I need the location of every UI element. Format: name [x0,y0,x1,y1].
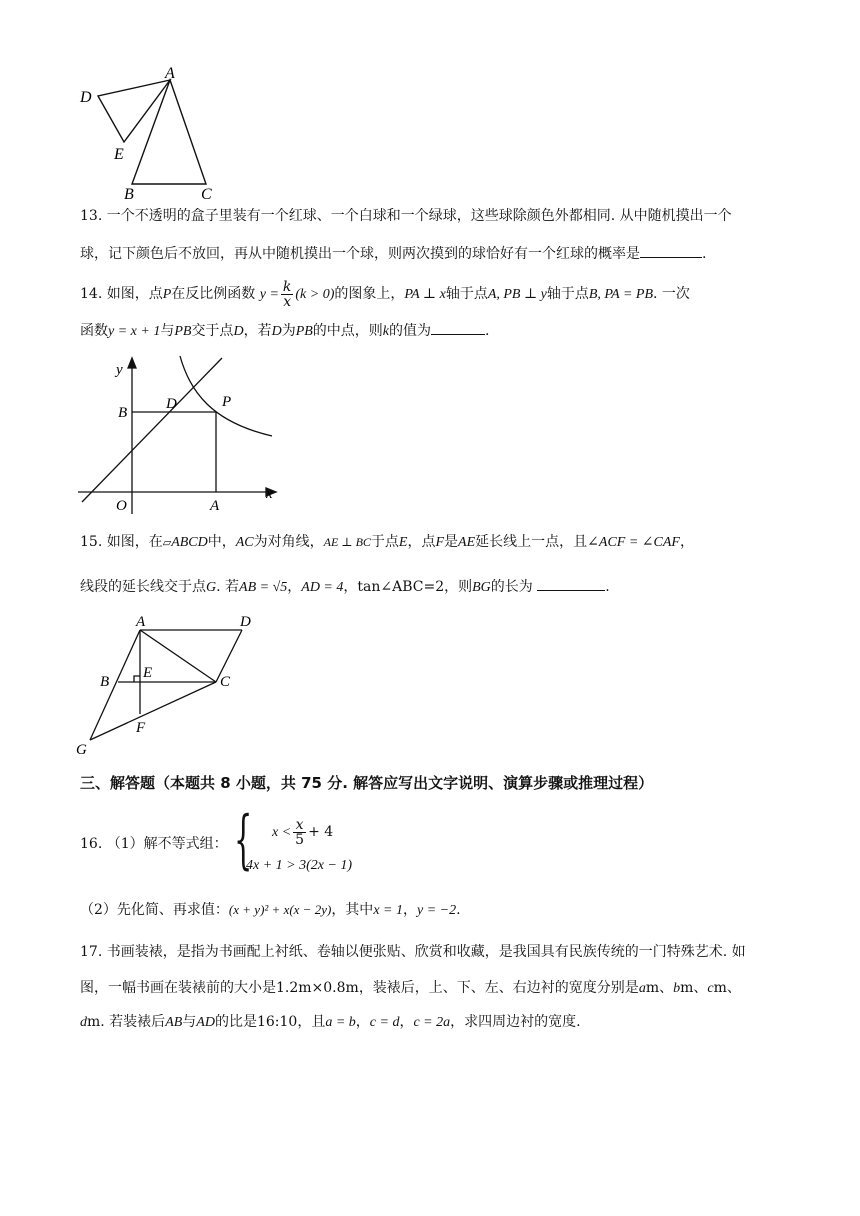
figure-triangles [70,62,230,202]
q16-expr: (x + y)² + x(x − 2y) [228,902,332,917]
q17-size: 1.2m×0.8m [276,980,359,996]
q15-l1c: 为对角线， [253,534,324,550]
label-B: B [100,674,110,690]
q16-p2a: （2）先化简、再求值： [80,902,229,918]
q14-axis-b: 轴于点 [546,286,589,302]
q17-l3g: ， [399,1014,414,1030]
q14-on: 的图象上， [334,286,405,302]
q15-l2c: ， [287,579,302,595]
q14-axis-a: 轴于点 [445,286,488,302]
parallelogram-symbol: ▱ [162,536,172,549]
q15-l1b: 中， [207,534,236,550]
label-E: E [114,146,124,163]
q14-frac-num: k [282,278,292,295]
q17-line2 [80,978,741,999]
q14-l2-func: y = x + 1 [108,324,161,339]
q14-l2i: 的中点，则 [312,323,383,339]
q17-l3e: ，且 [297,1014,326,1030]
label-A: A [210,498,220,514]
q14-func-lhs: y = [259,287,279,302]
label-O: O [116,498,127,514]
q17-line1: 17. 书画装裱，是指为书画配上衬纸、卷轴以便张贴、欣赏和收藏，是我国具有民族传统的一门特殊艺术. 如 [80,944,746,960]
q15-l1end: ， [679,534,694,550]
q15-tan: tan∠ABC=2 [357,579,445,595]
q15-angle: ∠ACF = ∠CAF [587,535,680,550]
q13-line2-text: 球，记下颜色后不放回，再从中随机摸出一个球，则两次摸到的球恰好有一个红球的概率是 [80,246,640,262]
q17-ab: AB [165,1015,183,1030]
q15-l2f: 的长为 [490,579,533,595]
q14-l2-pb: PB [174,324,192,339]
q13-end: . [702,246,707,262]
q17-eq2: c = d [369,1015,400,1030]
q14-in: 在反比例函数 [171,286,256,302]
label-F: F [136,720,146,736]
q17-eq1: a = b [325,1015,356,1030]
line-ag [90,630,140,740]
line-gc [90,682,216,740]
q14-cond: (k > 0) [295,287,335,302]
q16-frac-num: x [293,818,306,833]
q15-l1d: 于点 [370,534,399,550]
q16-p2b: ，其中 [331,902,374,918]
q16-xval: x = 1 [373,903,403,918]
q15-ae: AE [458,535,476,550]
q14-line1 [80,272,690,316]
q17-d: d [80,1015,87,1030]
q17-l2b: ，装裱后，上、下、左、右边衬的宽度分别是 [358,980,639,996]
q17-m3: m、 [713,980,741,996]
q14-beq: B, PA = PB [588,287,654,302]
label-B: B [124,186,134,202]
label-G: G [76,742,87,758]
q15-ab: AB = √5 [239,580,288,595]
q15-line1 [80,532,694,553]
q15-l2end: . [605,579,610,595]
label-P: P [222,394,232,410]
q17-m1: m、 [645,980,674,996]
q15-ad: AD = 4 [301,580,344,595]
y-arrow [128,358,136,368]
label-D: D [240,614,251,630]
q14-end1: . 一次 [653,286,690,302]
triangle-abc [132,80,206,184]
label-y: y [116,362,123,378]
q17-line3 [80,1012,581,1033]
q14-l2e: ，若 [243,323,272,339]
q14-l2-h: PB [295,324,313,339]
q14-p: P [162,287,172,302]
label-x: x [266,486,273,502]
answer-blank [431,320,485,335]
q14-apb: A, PB ⊥ y [487,287,547,302]
q17-b: b [673,981,681,996]
label-A: A [136,614,146,630]
q17-l3c: 的比是 [214,1014,257,1030]
q14-pa: PA ⊥ x [404,287,446,302]
q15-aebc: AE ⊥ BC [323,535,371,549]
q14-l2c: 交于点 [191,323,234,339]
system-brace: { [234,803,253,877]
figure-coordinate-graph [72,352,292,522]
answer-blank [537,576,605,591]
q13-line2 [80,243,706,264]
q15-l1g: 延长线上一点，且 [475,534,588,550]
q17-eq3: c = 2a [413,1015,451,1030]
q15-e: E [398,535,408,550]
q16-ineq1 [272,810,333,854]
q15-f: F [435,535,445,550]
q15-l1a: 15. 如图，在 [80,534,163,550]
q13-line1: 13. 一个不透明的盒子里装有一个红球、一个白球和一个绿球，这些球除颜色外都相同. 从中随机摸出一个 [80,208,732,224]
answer-blank [640,243,702,258]
q14-l2b: 与 [160,323,175,339]
figure-parallelogram [70,610,270,760]
q14-frac-den: x [283,293,292,310]
q17-l3a: m. 若装裱后 [87,1014,166,1030]
q15-l2a: 线段的延长线交于点 [80,579,206,595]
q15-g: G [206,580,217,595]
label-A: A [165,65,175,82]
label-E: E [143,665,153,681]
q14-l2a: 函数 [80,323,108,339]
q17-a: a [638,981,646,996]
q15-l1f: 是 [444,534,459,550]
q16-ineq2: 4x + 1 > 3(2x − 1) [246,858,353,873]
q14-l2-f: D [271,324,282,339]
q16-part1: 16. （1）解不等式组： [80,836,228,852]
q15-ac: AC [235,535,254,550]
q16-frac-den: 5 [295,831,305,848]
q14-line2 [80,320,489,342]
q15-l2d: ， [343,579,358,595]
q15-bg: BG [472,580,491,595]
q16-p2c: ， [402,902,417,918]
q16-ineq1-rhs: + 4 [308,824,334,840]
q16-p2end: . [456,902,461,918]
label-D: D [80,89,92,106]
label-C: C [201,186,212,202]
label-C: C [220,674,231,690]
q14-frac [281,280,293,309]
right-angle-mark [134,676,140,682]
q14-l2-k: k [382,324,390,339]
q17-m2: m、 [680,980,708,996]
q16-frac [293,818,306,847]
q17-l2a: 图，一幅书画在装裱前的大小是 [80,980,276,996]
label-D: D [166,396,177,412]
q14-l2j: 的值为 [389,323,432,339]
q15-l2b: . 若 [216,579,240,595]
q14-l2-end: . [485,323,490,339]
q17-c: c [707,981,714,996]
q17-l3b: 与 [182,1014,197,1030]
q14-l2g: 为 [281,323,296,339]
q17-ratio: 16:10 [256,1014,298,1030]
q16-yval: y = −2 [416,903,457,918]
q15-l2e: ，则 [444,579,473,595]
label-B: B [118,405,128,421]
q16-ineq1-lhs: x < [272,825,292,840]
q15-line2 [80,576,610,598]
q15-l1e: ，点 [407,534,436,550]
line-y-x-plus-1 [82,358,222,502]
section-title: 三、解答题（本题共 8 小题，共 75 分. 解答应写出文字说明、演算步骤或推理过程） [80,774,654,792]
q15-abcd: ABCD [171,535,208,550]
q14-pre: 14. 如图，点 [80,286,163,302]
q14-l2-d: D [233,324,244,339]
q17-ad: AD [196,1015,215,1030]
q17-l3end: ，求四周边衬的宽度. [450,1014,581,1030]
q17-l3f: ， [355,1014,370,1030]
q16-part2 [80,900,461,921]
